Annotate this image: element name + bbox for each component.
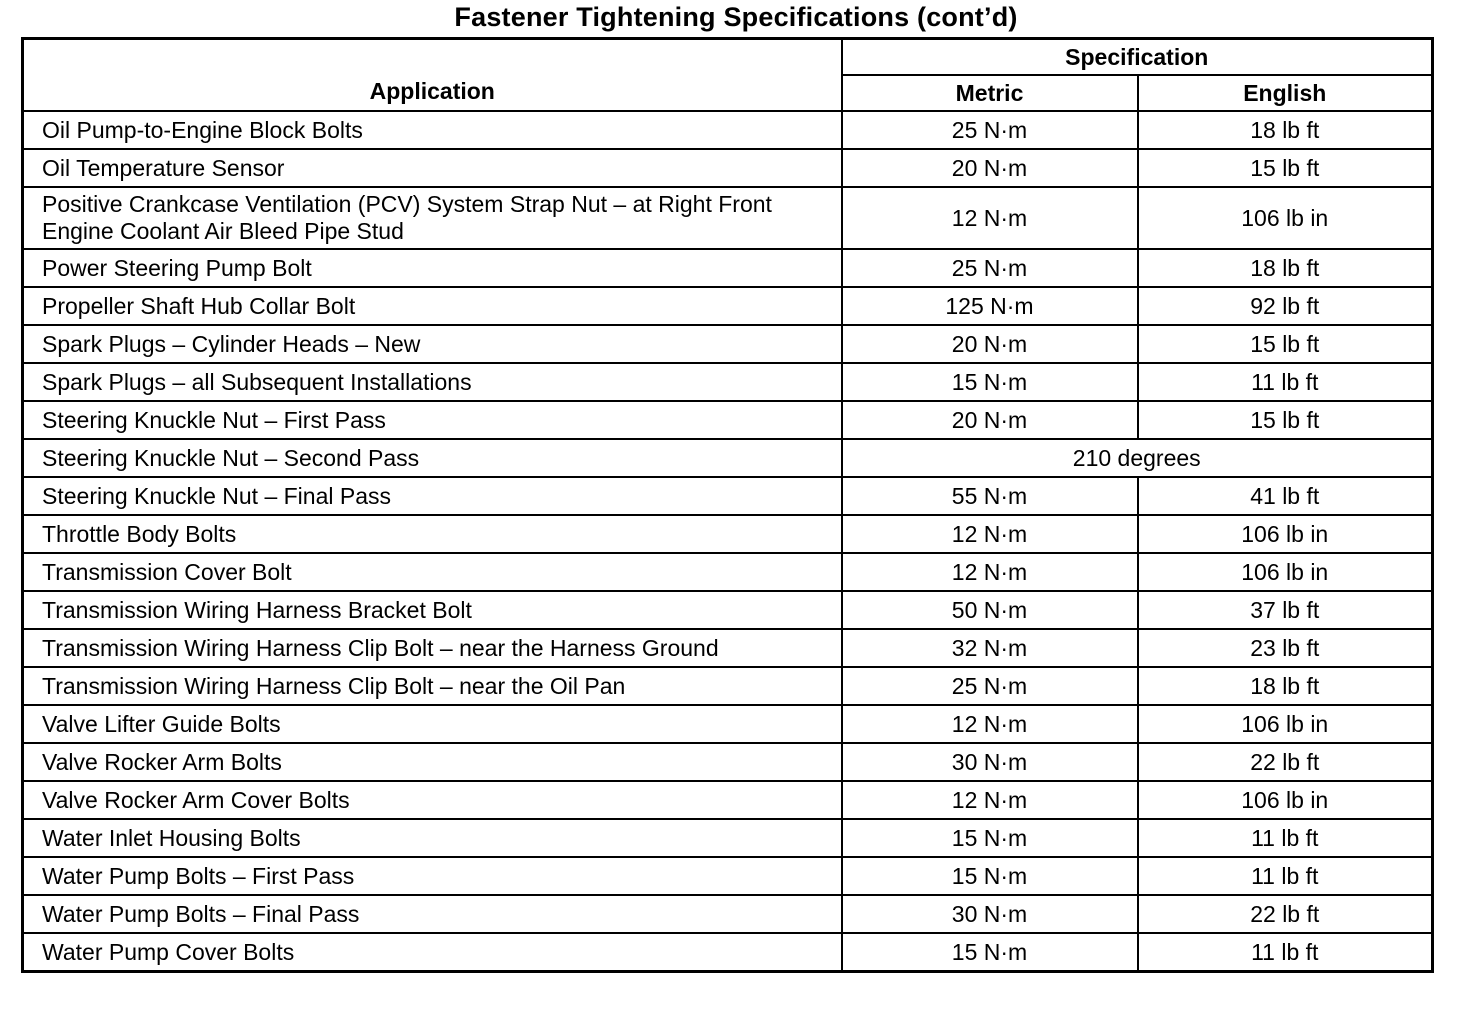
table-row xyxy=(23,781,1433,819)
application-cell: Steering Knuckle Nut – Final Pass xyxy=(23,477,842,515)
table-row xyxy=(23,187,1433,249)
table-row xyxy=(23,857,1433,895)
metric-cell: 12 N·m xyxy=(842,781,1138,819)
application-cell: Propeller Shaft Hub Collar Bolt xyxy=(23,287,842,325)
application-cell: Steering Knuckle Nut – First Pass xyxy=(23,401,842,439)
application-cell: Positive Crankcase Ventilation (PCV) System Strap Nut – at Right Front Engine Coolant Air Bleed Pipe Stud xyxy=(23,187,842,249)
english-cell: 37 lb ft xyxy=(1138,591,1433,629)
header-row-top xyxy=(23,39,1433,76)
table-row xyxy=(23,933,1433,972)
metric-cell: 25 N·m xyxy=(842,111,1138,149)
metric-cell: 20 N·m xyxy=(842,149,1138,187)
application-cell: Transmission Wiring Harness Clip Bolt – near the Harness Ground xyxy=(23,629,842,667)
metric-cell: 20 N·m xyxy=(842,325,1138,363)
metric-cell: 12 N·m xyxy=(842,705,1138,743)
application-cell: Power Steering Pump Bolt xyxy=(23,249,842,287)
table-row xyxy=(23,325,1433,363)
english-cell: 22 lb ft xyxy=(1138,895,1433,933)
english-cell: 106 lb in xyxy=(1138,553,1433,591)
table-row xyxy=(23,287,1433,325)
english-cell: 106 lb in xyxy=(1138,187,1433,249)
english-cell: 15 lb ft xyxy=(1138,401,1433,439)
english-cell: 22 lb ft xyxy=(1138,743,1433,781)
english-cell: 18 lb ft xyxy=(1138,111,1433,149)
metric-cell: 15 N·m xyxy=(842,933,1138,972)
table-row xyxy=(23,249,1433,287)
metric-cell: 15 N·m xyxy=(842,819,1138,857)
table-row xyxy=(23,439,1433,477)
application-cell: Transmission Wiring Harness Bracket Bolt xyxy=(23,591,842,629)
english-cell: 11 lb ft xyxy=(1138,363,1433,401)
english-cell: 11 lb ft xyxy=(1138,933,1433,972)
application-cell: Valve Lifter Guide Bolts xyxy=(23,705,842,743)
application-cell: Oil Temperature Sensor xyxy=(23,149,842,187)
metric-cell: 15 N·m xyxy=(842,857,1138,895)
english-cell: 92 lb ft xyxy=(1138,287,1433,325)
table-row xyxy=(23,591,1433,629)
table-row xyxy=(23,705,1433,743)
application-cell: Oil Pump-to-Engine Block Bolts xyxy=(23,111,842,149)
application-cell: Transmission Cover Bolt xyxy=(23,553,842,591)
application-cell: Spark Plugs – all Subsequent Installations xyxy=(23,363,842,401)
metric-cell: 12 N·m xyxy=(842,187,1138,249)
page-title: Fastener Tightening Specifications (cont’d) xyxy=(454,2,1018,32)
table-body xyxy=(23,111,1433,972)
english-cell: 11 lb ft xyxy=(1138,819,1433,857)
metric-cell: 30 N·m xyxy=(842,895,1138,933)
metric-cell: 25 N·m xyxy=(842,249,1138,287)
metric-cell: 15 N·m xyxy=(842,363,1138,401)
english-cell: 11 lb ft xyxy=(1138,857,1433,895)
application-cell: Valve Rocker Arm Cover Bolts xyxy=(23,781,842,819)
metric-cell: 25 N·m xyxy=(842,667,1138,705)
english-cell: 106 lb in xyxy=(1138,781,1433,819)
application-cell: Water Pump Cover Bolts xyxy=(23,933,842,972)
table-header xyxy=(23,39,1433,112)
metric-cell: 20 N·m xyxy=(842,401,1138,439)
table-row xyxy=(23,401,1433,439)
english-cell: 15 lb ft xyxy=(1138,149,1433,187)
metric-cell: 55 N·m xyxy=(842,477,1138,515)
metric-column-header: Metric xyxy=(842,75,1138,111)
metric-cell: 32 N·m xyxy=(842,629,1138,667)
english-cell: 18 lb ft xyxy=(1138,249,1433,287)
table-row xyxy=(23,149,1433,187)
metric-cell: 12 N·m xyxy=(842,553,1138,591)
application-column-header: Application xyxy=(23,39,842,112)
metric-cell: 12 N·m xyxy=(842,515,1138,553)
metric-cell: 125 N·m xyxy=(842,287,1138,325)
metric-cell: 30 N·m xyxy=(842,743,1138,781)
application-cell: Throttle Body Bolts xyxy=(23,515,842,553)
english-cell: 41 lb ft xyxy=(1138,477,1433,515)
english-column-header: English xyxy=(1138,75,1433,111)
table-row xyxy=(23,553,1433,591)
table-row xyxy=(23,629,1433,667)
application-cell: Transmission Wiring Harness Clip Bolt – near the Oil Pan xyxy=(23,667,842,705)
application-cell: Water Pump Bolts – Final Pass xyxy=(23,895,842,933)
application-cell: Water Inlet Housing Bolts xyxy=(23,819,842,857)
table-row xyxy=(23,819,1433,857)
table-row xyxy=(23,667,1433,705)
english-cell: 15 lb ft xyxy=(1138,325,1433,363)
english-cell: 18 lb ft xyxy=(1138,667,1433,705)
specification-column-header: Specification xyxy=(842,39,1433,76)
application-cell: Spark Plugs – Cylinder Heads – New xyxy=(23,325,842,363)
fastener-spec-table xyxy=(21,37,1434,973)
application-cell: Valve Rocker Arm Bolts xyxy=(23,743,842,781)
english-cell: 106 lb in xyxy=(1138,515,1433,553)
english-cell: 23 lb ft xyxy=(1138,629,1433,667)
table-row xyxy=(23,895,1433,933)
table-row xyxy=(23,111,1433,149)
metric-cell: 50 N·m xyxy=(842,591,1138,629)
table-row xyxy=(23,515,1433,553)
application-cell: Steering Knuckle Nut – Second Pass xyxy=(23,439,842,477)
english-cell: 106 lb in xyxy=(1138,705,1433,743)
combined-spec-cell: 210 degrees xyxy=(842,439,1433,477)
table-row xyxy=(23,363,1433,401)
table-row xyxy=(23,477,1433,515)
application-cell: Water Pump Bolts – First Pass xyxy=(23,857,842,895)
table-row xyxy=(23,743,1433,781)
